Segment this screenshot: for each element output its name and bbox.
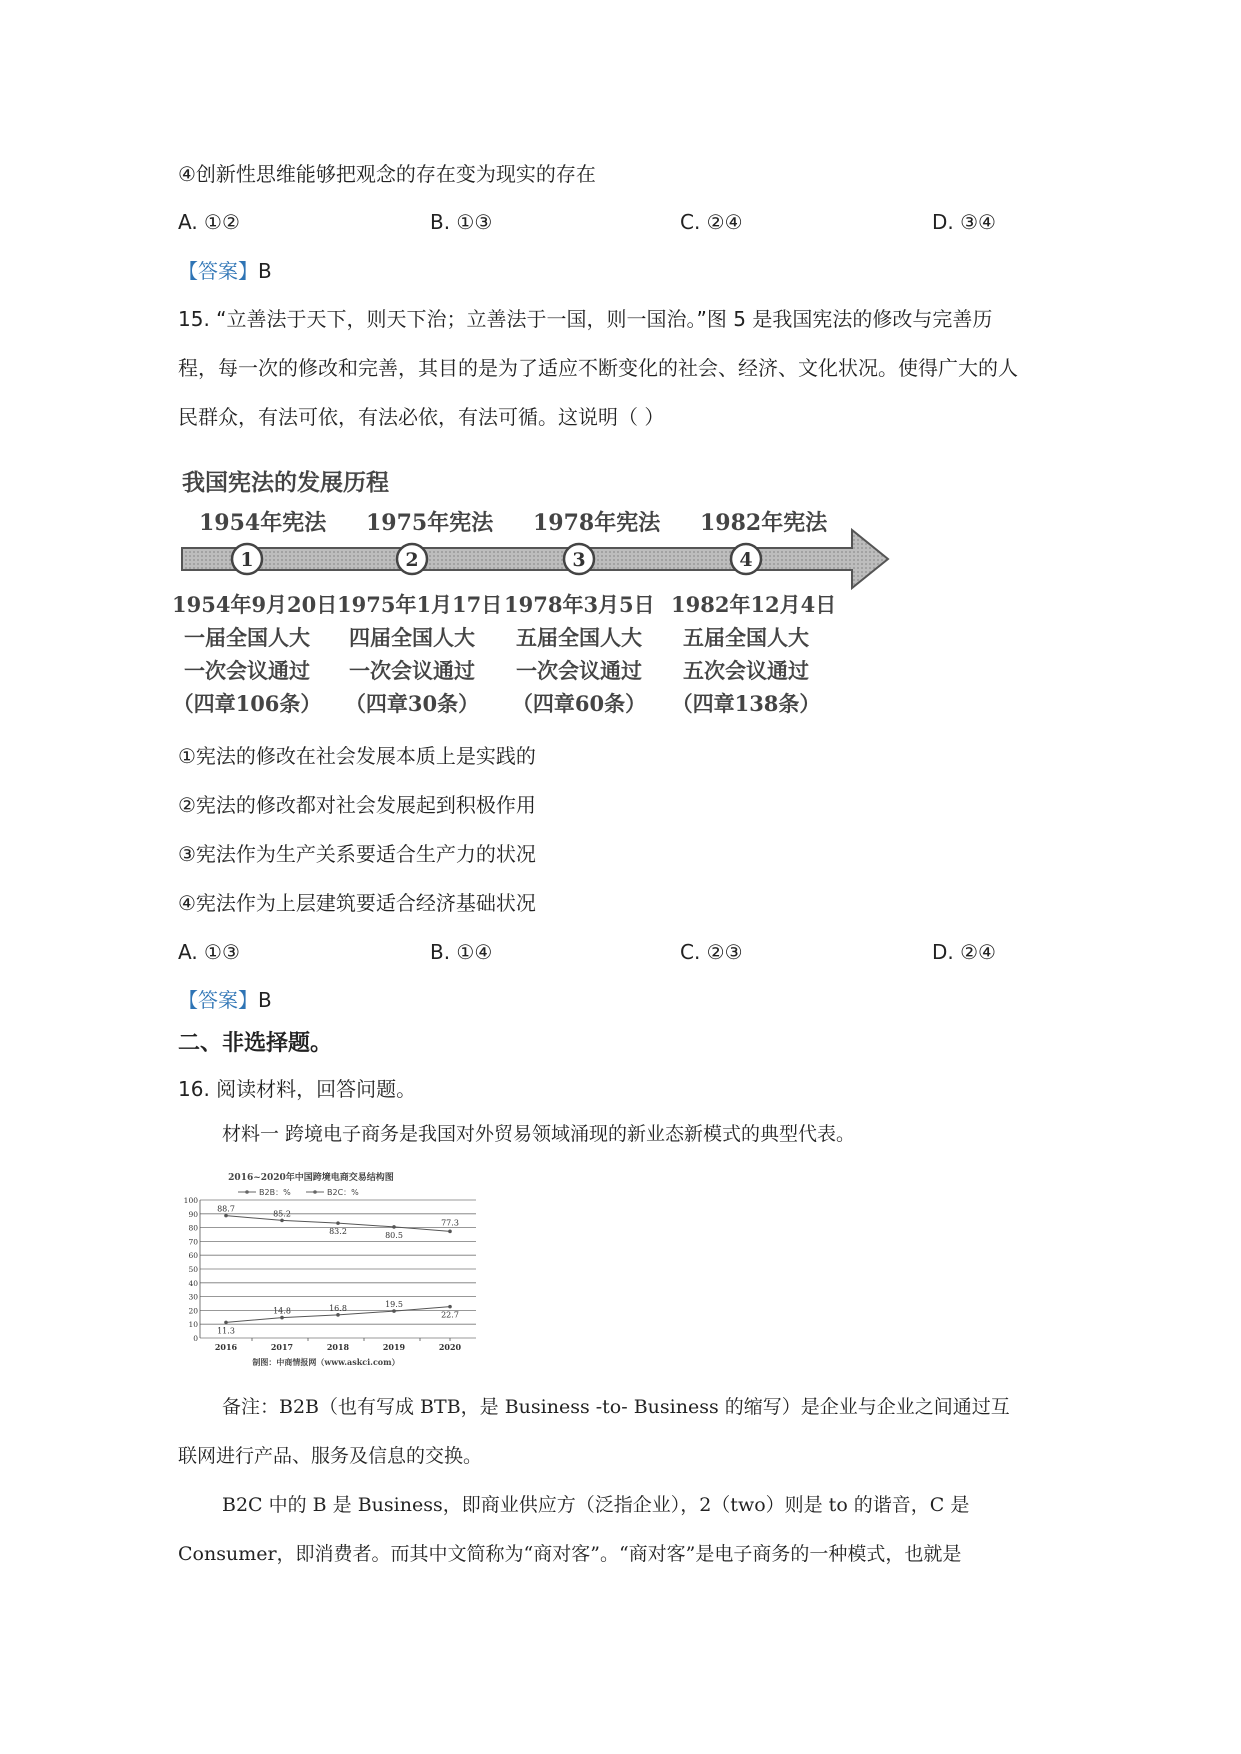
- y-tick-label: 50: [188, 1265, 198, 1274]
- legend-b2c: B2C：%: [327, 1188, 359, 1197]
- answer-tag: 【答案】: [178, 988, 258, 1012]
- timeline-year-1978: 1978年宪法: [533, 510, 661, 536]
- timeline-desc-1975: 1975年1月17日 四届全国人大 一次会议通过 （四章30条）: [337, 592, 503, 716]
- y-tick-label: 30: [188, 1292, 198, 1302]
- y-tick-label: 0: [193, 1334, 198, 1343]
- marker-1-label: 1: [240, 549, 254, 571]
- timeline-desc-1982: 1982年12月4日 五届全国人大 五次会议通过 （四章138条）: [671, 592, 837, 716]
- data-point: [392, 1309, 396, 1313]
- data-point: [392, 1225, 396, 1229]
- data-point: [448, 1305, 452, 1309]
- data-label: 19.5: [385, 1300, 403, 1310]
- q15-item-1: ①宪法的修改在社会发展本质上是实践的: [178, 744, 536, 768]
- data-point: [224, 1214, 228, 1218]
- note-line-2: 联网进行产品、服务及信息的交换。: [178, 1445, 483, 1467]
- q14-option-d: D. ③④: [932, 210, 996, 234]
- timeline-year-1954: 1954年宪法: [199, 510, 327, 536]
- y-tick-label: 90: [188, 1209, 198, 1219]
- timeline-year-1975: 1975年宪法: [366, 510, 494, 536]
- legend-b2b-marker: [245, 1190, 249, 1194]
- data-point: [280, 1316, 284, 1320]
- constitution-timeline-figure: [172, 458, 906, 723]
- q16-stem: 16. 阅读材料，回答问题。: [178, 1077, 417, 1101]
- data-label: 83.2: [329, 1227, 347, 1237]
- data-label: 16.8: [329, 1303, 347, 1313]
- answer-value: B: [258, 259, 272, 283]
- note-line-3: B2C 中的 B 是 Business，即商业供应方（泛指企业），2（two）则是 to 的谐音，C 是: [222, 1494, 970, 1516]
- legend-b2c-marker: [313, 1190, 317, 1194]
- data-point: [280, 1219, 284, 1223]
- y-tick-label: 40: [188, 1278, 198, 1288]
- q15-item-2: ②宪法的修改都对社会发展起到积极作用: [178, 793, 536, 817]
- material-1: 材料一 跨境电子商务是我国对外贸易领域涌现的新业态新模式的典型代表。: [222, 1123, 856, 1145]
- answer-value: B: [258, 988, 272, 1012]
- data-label: 77.3: [441, 1218, 459, 1228]
- q14-option-c: C. ②④: [680, 210, 743, 234]
- marker-2-label: 2: [405, 549, 419, 571]
- q15-option-a: A. ①③: [178, 940, 240, 964]
- y-tick-label: 70: [188, 1237, 198, 1247]
- timeline-year-1982: 1982年宪法: [700, 510, 828, 536]
- data-label: 11.3: [217, 1326, 235, 1336]
- timeline-title: 我国宪法的发展历程: [182, 469, 389, 496]
- q15-option-c: C. ②③: [680, 940, 743, 964]
- q15-stem-line-1: 15. “立善法于天下，则天下治；立善法于一国，则一国治。”图 5 是我国宪法的修改与完善历: [178, 307, 993, 331]
- x-tick-label: 2018: [326, 1342, 350, 1352]
- q15-item-4: ④宪法作为上层建筑要适合经济基础状况: [178, 891, 536, 915]
- marker-4-label: 4: [739, 549, 753, 571]
- note-line-1: 备注：B2B（也有写成 BTB，是 Business -to- Business 的缩写）是企业与企业之间通过互: [222, 1396, 1010, 1418]
- ecommerce-structure-chart: [176, 1170, 491, 1375]
- q15-answer: [178, 986, 272, 1014]
- q14-answer: [178, 257, 272, 285]
- x-tick-label: 2019: [382, 1342, 406, 1352]
- note-line-4: Consumer，即消费者。而其中文简称为“商对客”。“商对客”是电子商务的一种模式，也就是: [178, 1543, 962, 1565]
- timeline-desc-1954: 1954年9月20日 一届全国人大 一次会议通过 （四章106条）: [172, 592, 338, 716]
- q14-option-a: A. ①②: [178, 210, 240, 234]
- data-point: [448, 1230, 452, 1234]
- x-tick-label: 2016: [214, 1342, 238, 1352]
- timeline-desc-1978: 1978年3月5日 五届全国人大 一次会议通过 （四章60条）: [504, 592, 655, 716]
- q15-stem-line-3: 民群众，有法可依，有法必依，有法可循。这说明（ ）: [178, 405, 665, 429]
- y-tick-label: 10: [188, 1320, 198, 1330]
- legend-b2b: B2B：%: [259, 1188, 291, 1197]
- y-tick-label: 20: [188, 1306, 198, 1316]
- answer-tag: 【答案】: [178, 259, 258, 283]
- y-tick-label: 60: [188, 1251, 198, 1261]
- q14-option-b: B. ①③: [430, 210, 493, 234]
- data-label: 85.2: [273, 1209, 291, 1219]
- data-label: 22.7: [441, 1310, 459, 1320]
- y-tick-label: 80: [188, 1223, 198, 1233]
- data-point: [336, 1221, 340, 1225]
- q15-stem-line-2: 程，每一次的修改和完善，其目的是为了适应不断变化的社会、经济、文化状况。使得广大的人: [178, 356, 1018, 380]
- data-label: 14.8: [273, 1306, 291, 1316]
- data-label: 88.7: [217, 1204, 235, 1214]
- data-point: [336, 1313, 340, 1317]
- marker-3-label: 3: [572, 549, 586, 571]
- q15-item-3: ③宪法作为生产关系要适合生产力的状况: [178, 842, 536, 866]
- section-heading: 二、非选择题。: [178, 1031, 333, 1056]
- chart-source: 制图：中商情报网（www.askci.com）: [252, 1357, 400, 1367]
- y-tick-label: 100: [183, 1196, 198, 1205]
- x-tick-label: 2020: [438, 1342, 462, 1352]
- q15-option-d: D. ②④: [932, 940, 996, 964]
- data-label: 80.5: [385, 1230, 403, 1240]
- x-tick-label: 2017: [270, 1342, 294, 1352]
- q15-option-b: B. ①④: [430, 940, 493, 964]
- q14-item-4: ④创新性思维能够把观念的存在变为现实的存在: [178, 162, 596, 186]
- chart-title: 2016~2020年中国跨境电商交易结构图: [228, 1173, 394, 1183]
- data-point: [224, 1321, 228, 1325]
